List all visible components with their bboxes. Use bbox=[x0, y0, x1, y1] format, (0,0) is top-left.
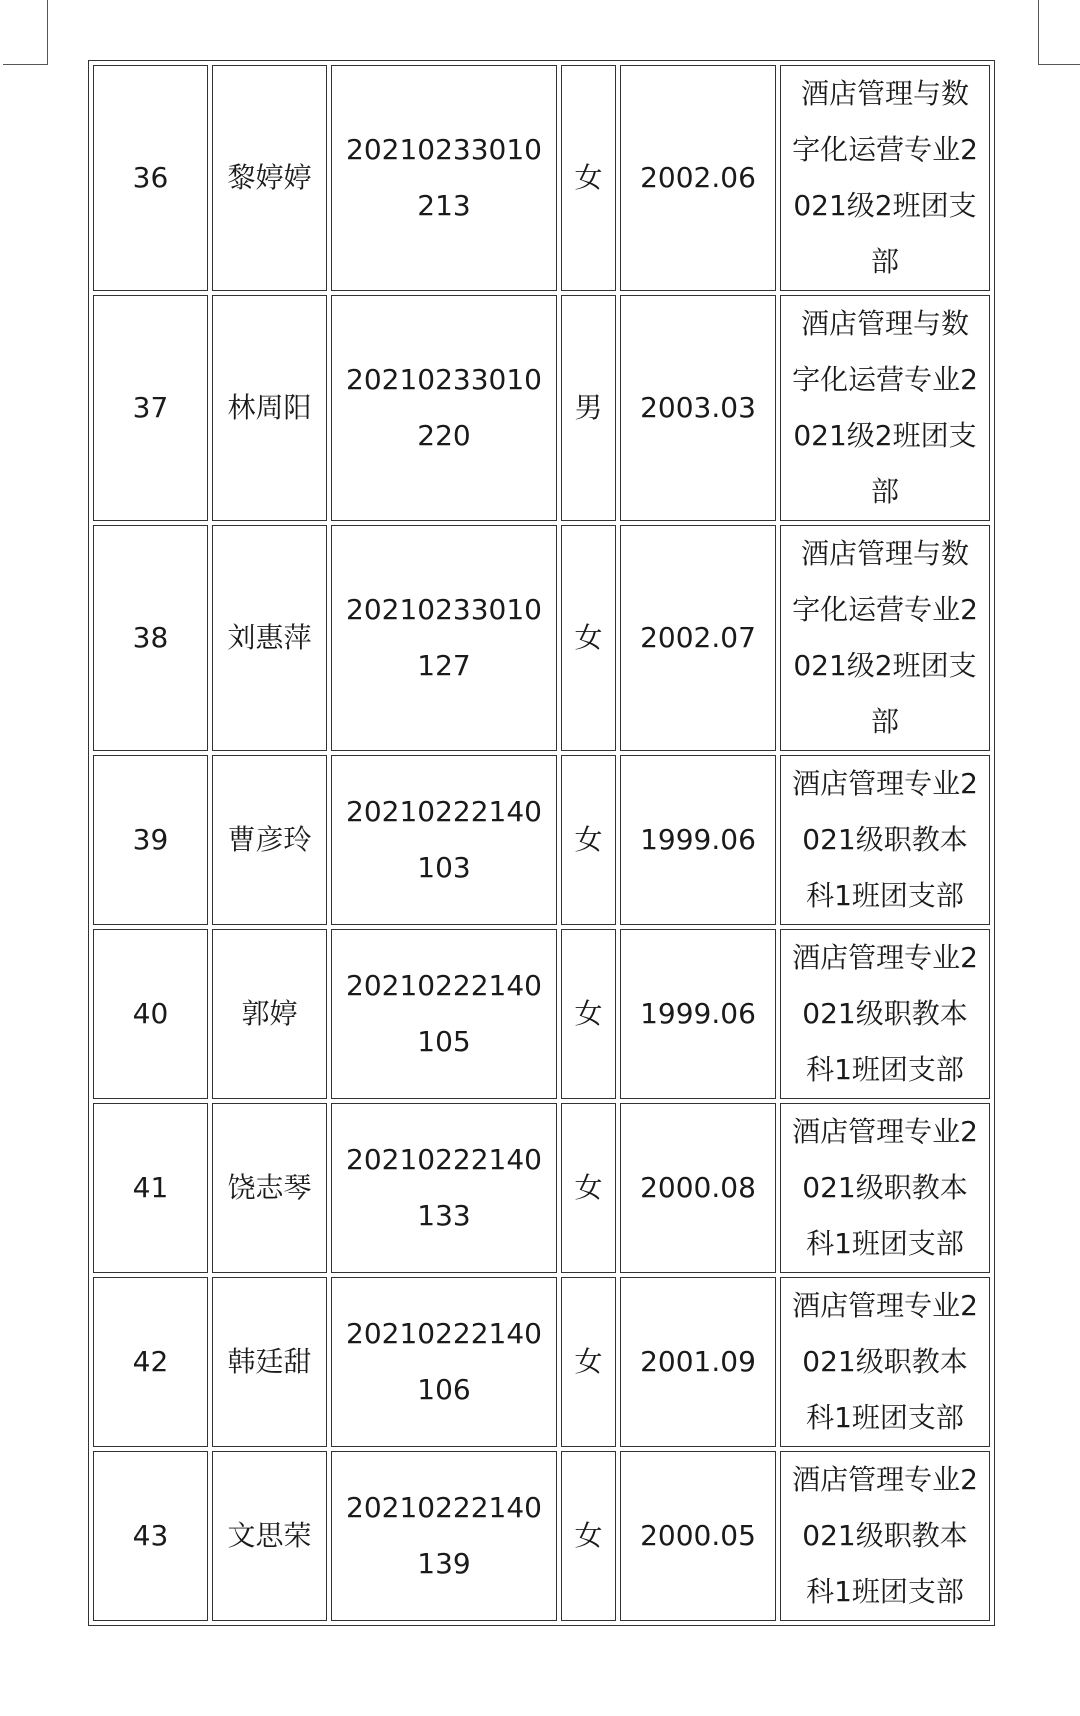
cell-number: 39 bbox=[93, 755, 208, 925]
cell-birth-date: 2002.07 bbox=[620, 525, 776, 751]
table-row bbox=[93, 929, 990, 1099]
cell-name: 曹彦玲 bbox=[212, 755, 327, 925]
cell-branch: 酒店管理与数字化运营专业2021级2班团支部 bbox=[780, 65, 990, 291]
cell-birth-date: 1999.06 bbox=[620, 929, 776, 1099]
cell-gender: 女 bbox=[561, 1103, 616, 1273]
cell-branch: 酒店管理专业2021级职教本科1班团支部 bbox=[780, 1451, 990, 1621]
table-row bbox=[93, 525, 990, 751]
cell-name: 黎婷婷 bbox=[212, 65, 327, 291]
table-row bbox=[93, 295, 990, 521]
cell-number: 41 bbox=[93, 1103, 208, 1273]
table-row bbox=[93, 65, 990, 291]
cell-gender: 女 bbox=[561, 929, 616, 1099]
cell-branch: 酒店管理与数字化运营专业2021级2班团支部 bbox=[780, 525, 990, 751]
cell-birth-date: 2000.05 bbox=[620, 1451, 776, 1621]
roster-table-container bbox=[92, 64, 991, 1622]
cell-name: 饶志琴 bbox=[212, 1103, 327, 1273]
cell-student-id: 20210233010127 bbox=[331, 525, 557, 751]
cell-birth-date: 2000.08 bbox=[620, 1103, 776, 1273]
cell-student-id: 20210233010220 bbox=[331, 295, 557, 521]
cell-branch: 酒店管理专业2021级职教本科1班团支部 bbox=[780, 1103, 990, 1273]
cell-number: 36 bbox=[93, 65, 208, 291]
cell-birth-date: 2003.03 bbox=[620, 295, 776, 521]
roster-table bbox=[88, 60, 995, 1626]
cell-number: 42 bbox=[93, 1277, 208, 1447]
cell-branch: 酒店管理专业2021级职教本科1班团支部 bbox=[780, 755, 990, 925]
cell-gender: 女 bbox=[561, 525, 616, 751]
table-row bbox=[93, 1451, 990, 1621]
cell-number: 40 bbox=[93, 929, 208, 1099]
cell-branch: 酒店管理专业2021级职教本科1班团支部 bbox=[780, 929, 990, 1099]
cell-birth-date: 2001.09 bbox=[620, 1277, 776, 1447]
cell-student-id: 20210222140139 bbox=[331, 1451, 557, 1621]
cell-student-id: 20210233010213 bbox=[331, 65, 557, 291]
cell-gender: 女 bbox=[561, 65, 616, 291]
cell-gender: 女 bbox=[561, 1277, 616, 1447]
cell-number: 37 bbox=[93, 295, 208, 521]
cell-birth-date: 1999.06 bbox=[620, 755, 776, 925]
table-row bbox=[93, 755, 990, 925]
table-row bbox=[93, 1103, 990, 1273]
cell-name: 韩廷甜 bbox=[212, 1277, 327, 1447]
cell-gender: 男 bbox=[561, 295, 616, 521]
cell-student-id: 20210222140133 bbox=[331, 1103, 557, 1273]
cell-gender: 女 bbox=[561, 755, 616, 925]
cell-gender: 女 bbox=[561, 1451, 616, 1621]
cell-number: 43 bbox=[93, 1451, 208, 1621]
cell-branch: 酒店管理与数字化运营专业2021级2班团支部 bbox=[780, 295, 990, 521]
cell-birth-date: 2002.06 bbox=[620, 65, 776, 291]
cell-student-id: 20210222140105 bbox=[331, 929, 557, 1099]
cell-name: 林周阳 bbox=[212, 295, 327, 521]
cell-number: 38 bbox=[93, 525, 208, 751]
cell-name: 郭婷 bbox=[212, 929, 327, 1099]
cell-name: 文思荣 bbox=[212, 1451, 327, 1621]
cell-student-id: 20210222140103 bbox=[331, 755, 557, 925]
crop-mark-top-right bbox=[1038, 0, 1080, 65]
crop-mark-top-left bbox=[3, 0, 48, 65]
table-row bbox=[93, 1277, 990, 1447]
cell-student-id: 20210222140106 bbox=[331, 1277, 557, 1447]
cell-name: 刘惠萍 bbox=[212, 525, 327, 751]
cell-branch: 酒店管理专业2021级职教本科1班团支部 bbox=[780, 1277, 990, 1447]
